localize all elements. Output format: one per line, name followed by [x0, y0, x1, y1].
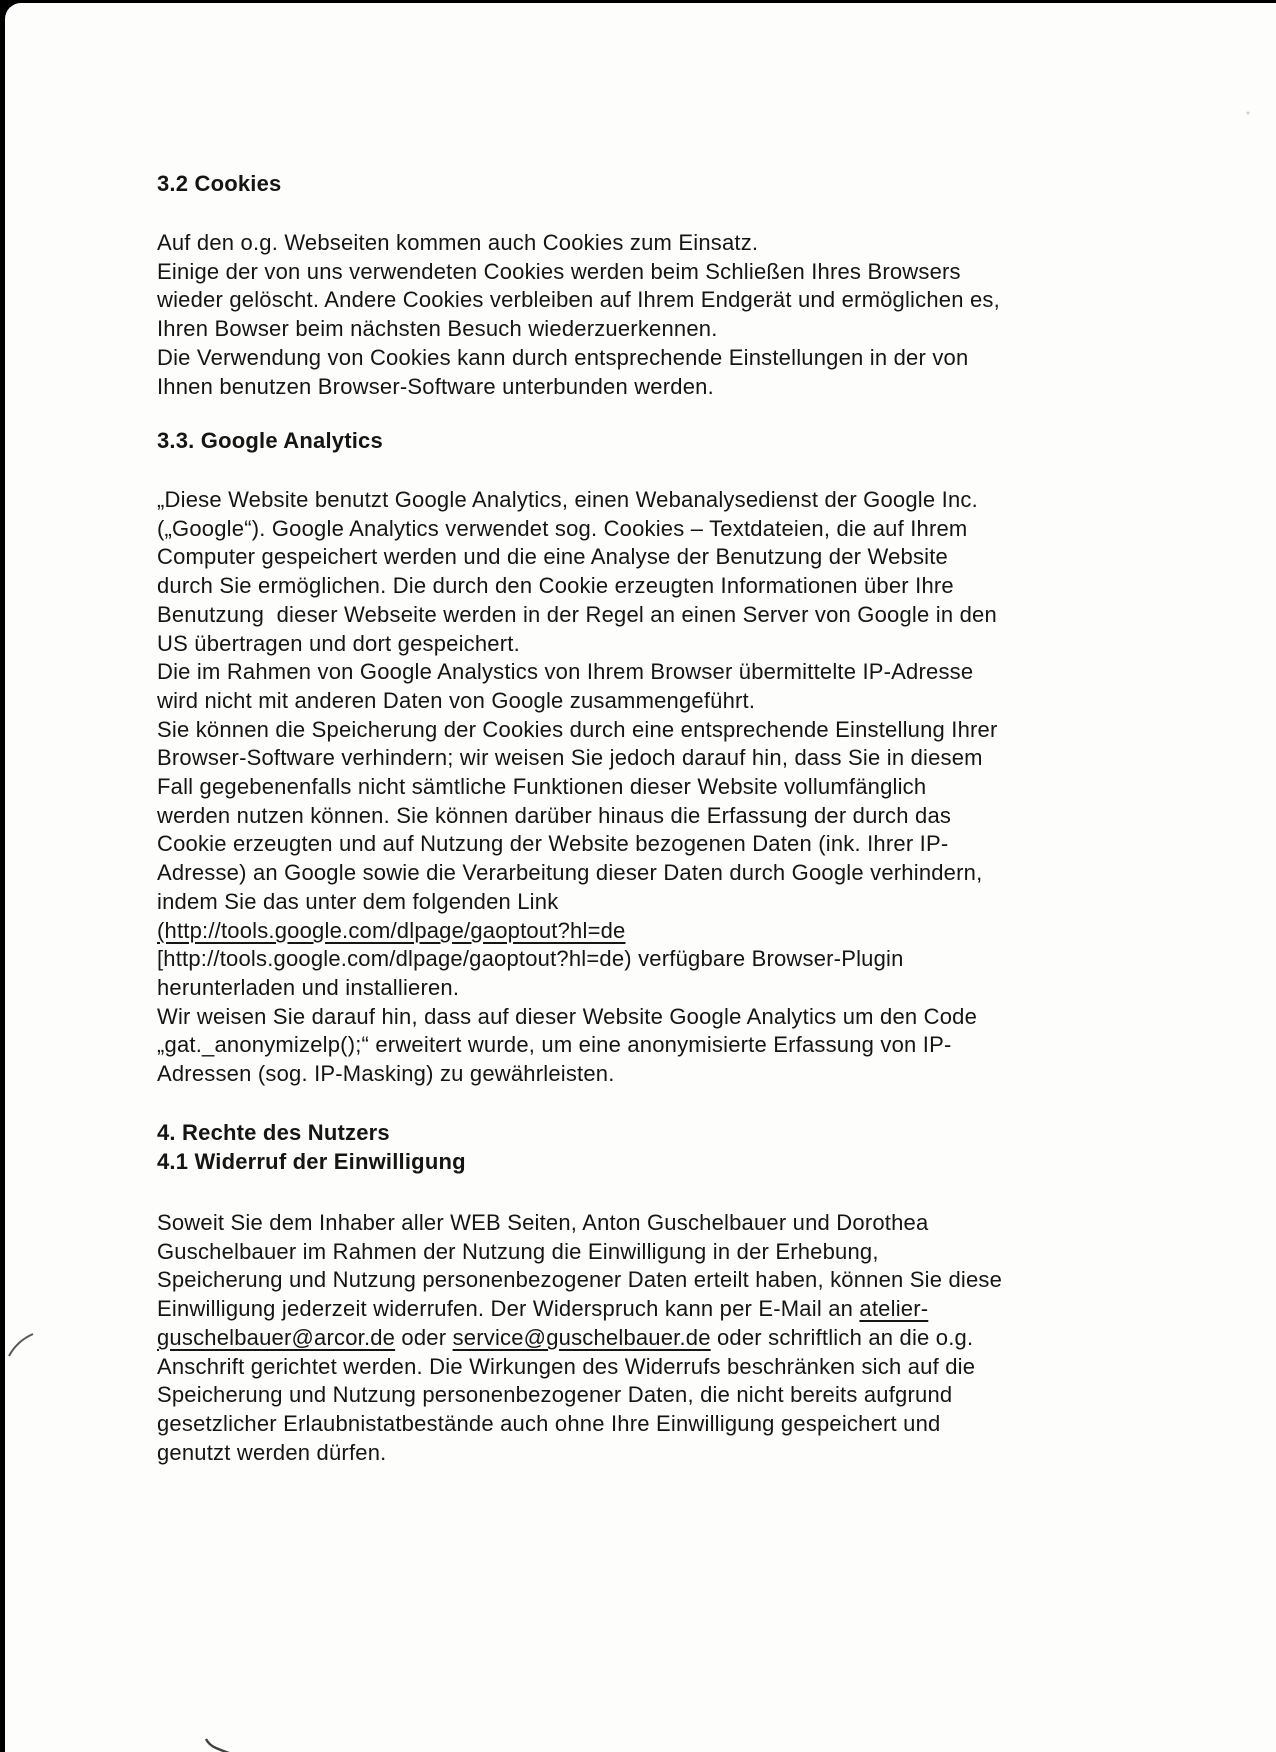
- text-line: [157, 687, 1197, 716]
- text-span: Speicherung und Nutzung personenbezogener Daten, die nicht bereits aufgrund: [157, 1382, 953, 1408]
- text-span: Cookie erzeugten und auf Nutzung der Website bezogenen Daten (ink. Ihrer IP-: [157, 831, 949, 857]
- text-line: [157, 974, 1197, 1003]
- scan-speck: [1247, 112, 1250, 115]
- text-span: Wir weisen Sie darauf hin, dass auf dieser Website Google Analytics um den Code: [157, 1003, 978, 1029]
- text-span: Fall gegebenenfalls nicht sämtliche Funktionen dieser Website vollumfänglich: [157, 774, 927, 800]
- text-span: durch Sie ermöglichen. Die durch den Cookie erzeugten Informationen über Ihre: [157, 573, 954, 599]
- text-line: [157, 486, 1197, 515]
- text-line: [157, 859, 1197, 888]
- text-span: oder: [395, 1324, 453, 1350]
- link-text: (http://tools.google.com/dlpage/gaoptout?hl=de: [157, 917, 626, 943]
- text-line: [157, 1439, 1197, 1468]
- text-line: [157, 1003, 1197, 1032]
- text-span: Einige der von uns verwendeten Cookies werden beim Schließen Ihres Browsers: [157, 258, 961, 284]
- text-span: Die im Rahmen von Google Analystics von Ihrem Browser übermittelte IP-Adresse: [157, 659, 974, 685]
- text-line: [157, 1353, 1197, 1382]
- text-line: [157, 258, 1197, 287]
- text-span: Anschrift gerichtet werden. Die Wirkungen des Widerrufs beschränken sich auf die: [157, 1353, 976, 1379]
- text-span: 4.1 Widerruf der Einwilligung: [157, 1148, 466, 1174]
- paragraph-google-analytics: [157, 486, 1197, 1089]
- text-span: wieder gelöscht. Andere Cookies verbleiben auf Ihrem Endgerät und ermöglichen es,: [157, 287, 1000, 313]
- text-span: Einwilligung jederzeit widerrufen. Der Widerspruch kann per E-Mail an: [157, 1296, 860, 1322]
- text-span: genutzt werden dürfen.: [157, 1439, 387, 1465]
- text-span: Sie können die Speicherung der Cookies durch eine entsprechende Einstellung Ihrer: [157, 716, 998, 742]
- link-text: guschelbauer@arcor.de: [157, 1324, 396, 1350]
- text-span: Adresse) an Google sowie die Verarbeitung dieser Daten durch Google verhindern,: [157, 860, 983, 886]
- text-line: [157, 229, 1197, 258]
- text-span: Guschelbauer im Rahmen der Nutzung die Einwilligung in der Erhebung,: [157, 1238, 879, 1264]
- text-span: Soweit Sie dem Inhaber aller WEB Seiten, Anton Guschelbauer und Dorothea: [157, 1210, 929, 1235]
- text-line: [157, 344, 1197, 373]
- text-line: [157, 515, 1197, 544]
- text-span: US übertragen und dort gespeichert.: [157, 630, 520, 656]
- paragraph-widerruf: [157, 1209, 1197, 1467]
- heading-3-3-google-analytics: 3.3. Google Analytics: [157, 428, 383, 453]
- text-line: [157, 315, 1197, 344]
- text-span: gesetzlicher Erlaubnistatbestände auch ohne Ihre Einwilligung gespeichert und: [157, 1410, 941, 1436]
- text-span: „gat._anonymizelp();“ erweitert wurde, um eine anonymisierte Erfassung von IP-: [157, 1032, 952, 1058]
- text-line: [157, 1295, 1197, 1324]
- text-line: [157, 1148, 1197, 1177]
- text-span: [http://tools.google.com/dlpage/gaoptout?hl=de) verfügbare Browser-Plugin: [157, 946, 904, 972]
- text-line: [157, 543, 1197, 572]
- text-line: [157, 1324, 1197, 1353]
- link-text: atelier-: [859, 1296, 929, 1322]
- text-line: [157, 630, 1197, 659]
- text-span: Ihren Bowser beim nächsten Besuch wiederzuerkennen.: [157, 316, 718, 342]
- text-span: Auf den o.g. Webseiten kommen auch Cookies zum Einsatz.: [157, 230, 759, 255]
- text-span: („Google“). Google Analytics verwendet sog. Cookies – Textdateien, die auf Ihrem: [157, 515, 968, 541]
- text-span: „Diese Website benutzt Google Analytics, einen Webanalysedienst der Google Inc.: [157, 487, 978, 512]
- text-span: Computer gespeichert werden und die eine Analyse der Benutzung der Website: [157, 544, 948, 570]
- text-line: [157, 1060, 1197, 1089]
- text-span: Ihnen benutzen Browser-Software unterbunden werden.: [157, 373, 714, 399]
- text-span: Benutzung dieser Webseite werden in der Regel an einen Server von Google in den: [157, 601, 997, 627]
- text-span: oder schriftlich an die o.g.: [710, 1324, 974, 1350]
- heading-4-rechte-des-nutzers: [157, 1119, 1197, 1176]
- link-text: service@guschelbauer.de: [452, 1324, 711, 1350]
- text-line: [157, 802, 1197, 831]
- text-span: indem Sie das unter dem folgenden Link: [157, 888, 559, 914]
- text-line: [157, 716, 1197, 745]
- text-line: [157, 830, 1197, 859]
- text-line: [157, 744, 1197, 773]
- text-line: [157, 1266, 1197, 1295]
- text-line: [157, 572, 1197, 601]
- text-span: Browser-Software verhindern; wir weisen Sie jedoch darauf hin, dass Sie in diesem: [157, 745, 983, 771]
- text-span: werden nutzen können. Sie können darüber hinaus die Erfassung der durch das: [157, 802, 952, 828]
- text-line: [157, 601, 1197, 630]
- pen-stroke-bottom: [206, 1739, 229, 1752]
- text-line: [157, 773, 1197, 802]
- text-line: [157, 1238, 1197, 1267]
- text-line: [157, 945, 1197, 974]
- text-line: [157, 917, 1197, 946]
- text-line: [157, 1381, 1197, 1410]
- text-line: [157, 1209, 1197, 1238]
- pen-stroke-left-margin: [9, 1334, 33, 1356]
- text-span: Adressen (sog. IP-Masking) zu gewährleisten.: [157, 1061, 615, 1087]
- heading-3-2-cookies: 3.2 Cookies: [157, 171, 282, 196]
- text-line: [157, 888, 1197, 917]
- text-span: wird nicht mit anderen Daten von Google zusammengeführt.: [157, 687, 756, 713]
- paragraph-cookies: [157, 229, 1197, 401]
- text-line: [157, 286, 1197, 315]
- text-line: [157, 1119, 1197, 1148]
- text-line: [157, 658, 1197, 687]
- text-line: [157, 1410, 1197, 1439]
- text-span: Speicherung und Nutzung personenbezogener Daten erteilt haben, können Sie diese: [157, 1267, 1003, 1293]
- text-span: herunterladen und installieren.: [157, 974, 460, 1000]
- text-span: Die Verwendung von Cookies kann durch entsprechende Einstellungen in der von: [157, 344, 969, 370]
- text-line: [157, 1031, 1197, 1060]
- text-line: [157, 373, 1197, 402]
- text-span: 4. Rechte des Nutzers: [157, 1120, 390, 1145]
